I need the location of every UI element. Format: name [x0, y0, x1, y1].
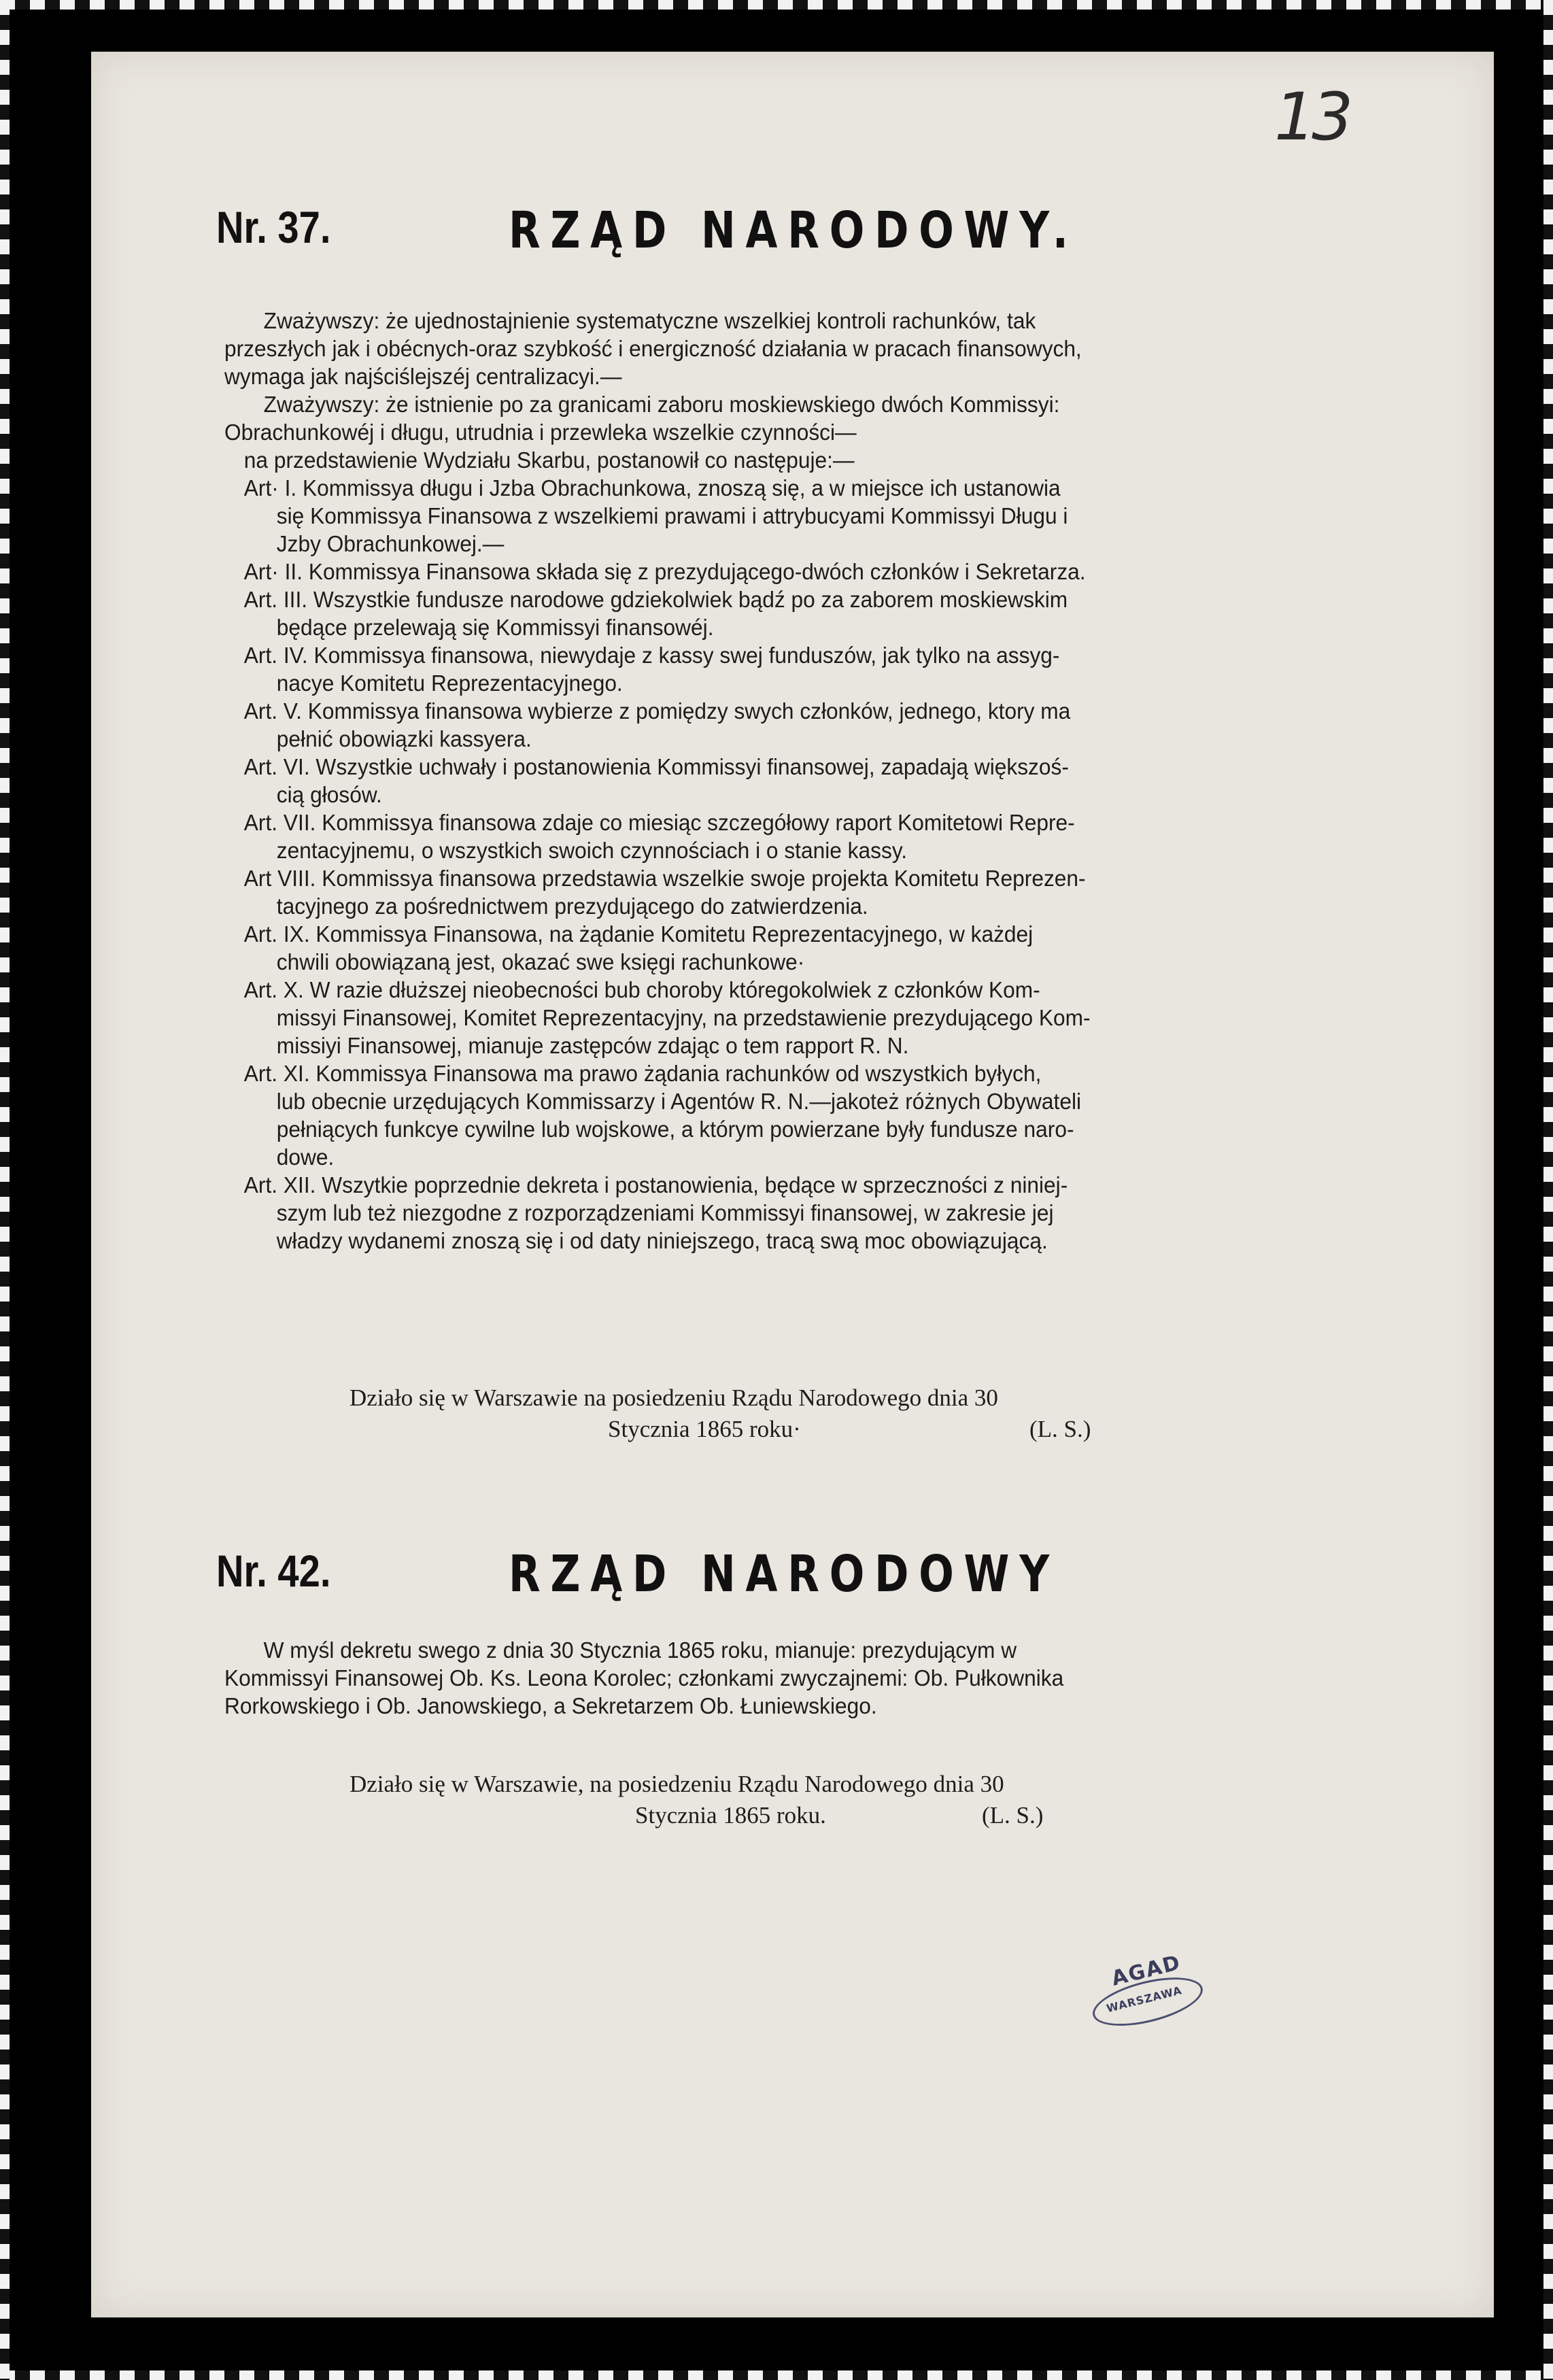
article-line: Art VIII. Kommissya finansowa przedstawia wszelkie swoje projekta Komitetu Reprezen-	[243, 866, 1086, 891]
article-line: się Kommissya Finansowa z wszelkiemi prawami i attrybucyami Kommissyi Długu i	[276, 503, 1068, 528]
document-sheet	[91, 52, 1494, 2317]
article-line: będące przelewają się Kommissyi finansowéj.	[276, 615, 714, 640]
scale-bar-left	[0, 0, 10, 2380]
article-line: Art. V. Kommissya finansowa wybierze z pomiędzy swych członków, jednego, ktory ma	[243, 698, 1071, 724]
article-line: Art. VI. Wszystkie uchwały i postanowienia Kommissyi finansowej, zapadają większoś-	[243, 754, 1069, 779]
body-line: Kommissyi Finansowej Ob. Ks. Leona Korolec; członkami zwyczajnemi: Ob. Pułkownika	[224, 1665, 1064, 1690]
article-line: dowe.	[276, 1144, 335, 1170]
article-line: Art. IX. Kommissya Finansowa, na żądanie Komitetu Reprezentacyjnego, w każdej	[243, 921, 1034, 947]
body-line: Rorkowskiego i Ob. Janowskiego, a Sekretarzem Ob. Łuniewskiego.	[224, 1693, 877, 1718]
article-line: missyi Finansowej, Komitet Reprezentacyjny, na przedstawienie prezydującego Kom-	[276, 1005, 1091, 1030]
article-line: Jzby Obrachunkowej.—	[276, 531, 505, 556]
decree-2-signoff: Działo się w Warszawie, na posiedzeniu Rządu Narodowego dnia 30	[349, 1771, 1004, 1797]
article-line: Art. III. Wszystkie fundusze narodowe gdziekolwiek bądź po za zaborem moskiewskim	[243, 587, 1068, 612]
body-line: na przedstawienie Wydziału Skarbu, postanowił co następuje:—	[243, 447, 855, 473]
decree-2-header	[216, 1545, 1372, 1620]
stamp-inner-text: WARSZAWA	[1105, 1984, 1184, 2016]
article-line: Art· I. Kommissya długu i Jzba Obrachunkowa, znoszą się, a w miejsce ich ustanowia	[243, 475, 1061, 500]
scale-bar-bottom	[0, 2370, 1553, 2380]
article-line: władzy wydanemi znoszą się i od daty niniejszego, tracą swą moc obowiązującą.	[276, 1228, 1048, 1253]
folio-number: 13	[1274, 79, 1350, 155]
decree-2-title: RZĄD NARODOWY	[509, 1545, 1059, 1603]
decree-1-body	[224, 307, 1321, 1255]
decree-1-number: Nr. 37.	[216, 202, 331, 252]
body-line: Obrachunkowéj i długu, utrudnia i przewleka wszelkie czynności—	[224, 420, 857, 445]
body-line: Zważywszy: że istnienie po za granicami zaboru moskiewskiego dwóch Kommissyi:	[263, 392, 1060, 417]
article-line: Art. XI. Kommissya Finansowa ma prawo żądania rachunków od wszystkich byłych,	[243, 1061, 1042, 1086]
article-line: cią głosów.	[276, 782, 382, 807]
decree-2-date: Stycznia 1865 roku.	[635, 1802, 826, 1829]
article-line: nacye Komitetu Reprezentacyjnego.	[276, 670, 623, 696]
article-line: pełniących funkcye cywilne lub wojskowe, a którym powierzane były fundusze naro-	[276, 1117, 1074, 1142]
decree-1-date: Stycznia 1865 roku·	[608, 1416, 801, 1442]
article-line: Art. IV. Kommissya finansowa, niewydaje z kassy swej funduszów, jak tylko na assyg-	[243, 643, 1060, 668]
article-line: Art. VII. Kommissya finansowa zdaje co miesiąc szczegółowy raport Komitetowi Repre-	[243, 810, 1075, 835]
decree-1-header	[216, 201, 1372, 276]
decree-1-title: RZĄD NARODOWY.	[509, 201, 1078, 260]
scale-bar-right	[1543, 0, 1553, 2380]
article-line: Art. X. W razie dłuższej nieobecności bub choroby któregokolwiek z członków Kom-	[243, 977, 1040, 1002]
body-line: Zważywszy: że ujednostajnienie systematyczne wszelkiej kontroli rachunków, tak	[263, 308, 1036, 333]
body-line: W myśl dekretu swego z dnia 30 Stycznia 1865 roku, mianuje: prezydującym w	[263, 1637, 1017, 1663]
article-line: zentacyjnemu, o wszystkich swoich czynnościach i o stanie kassy.	[276, 838, 908, 863]
decree-2-seal: (L. S.)	[982, 1802, 1044, 1829]
article-line: tacyjnego za pośrednictwem prezydującego do zatwierdzenia.	[276, 894, 868, 919]
article-line: Art· II. Kommissya Finansowa składa się z prezydującego-dwóch członków i Sekretarza.	[243, 559, 1086, 584]
body-line: wymaga jak najściślejszéj centralizacyi.—	[224, 364, 622, 389]
article-line: chwili obowiązaną jest, okazać swe księgi rachunkowe·	[276, 949, 805, 974]
article-line: szym lub też niezgodne z rozporządzeniami Kommissyi finansowej, w zakresie jej	[276, 1200, 1054, 1225]
decree-2-number: Nr. 42.	[216, 1546, 331, 1596]
article-line: Art. XII. Wszytkie poprzednie dekreta i postanowienia, będące w sprzeczności z niniej-	[243, 1172, 1068, 1197]
stamp-top-text: AGAD	[1109, 1950, 1184, 1991]
article-line: missiyi Finansowej, mianuje zastępców zdając o tem rapport R. N.	[276, 1033, 909, 1058]
decree-1-seal: (L. S.)	[1029, 1416, 1091, 1442]
body-line: przeszłych jak i obécnych-oraz szybkość i energiczność działania w pracach finansowych,	[224, 336, 1082, 361]
article-line: lub obecnie urzędujących Kommissarzy i Agentów R. N.—jakoteż różnych Obywateli	[276, 1089, 1082, 1114]
archive-stamp	[1085, 1950, 1218, 2043]
article-line: pełnić obowiązki kassyera.	[276, 726, 532, 751]
decree-2-body	[224, 1636, 1321, 1720]
scale-bar-top	[0, 0, 1553, 10]
decree-1-signoff: Działo się w Warszawie na posiedzeniu Rządu Narodowego dnia 30	[349, 1384, 998, 1411]
